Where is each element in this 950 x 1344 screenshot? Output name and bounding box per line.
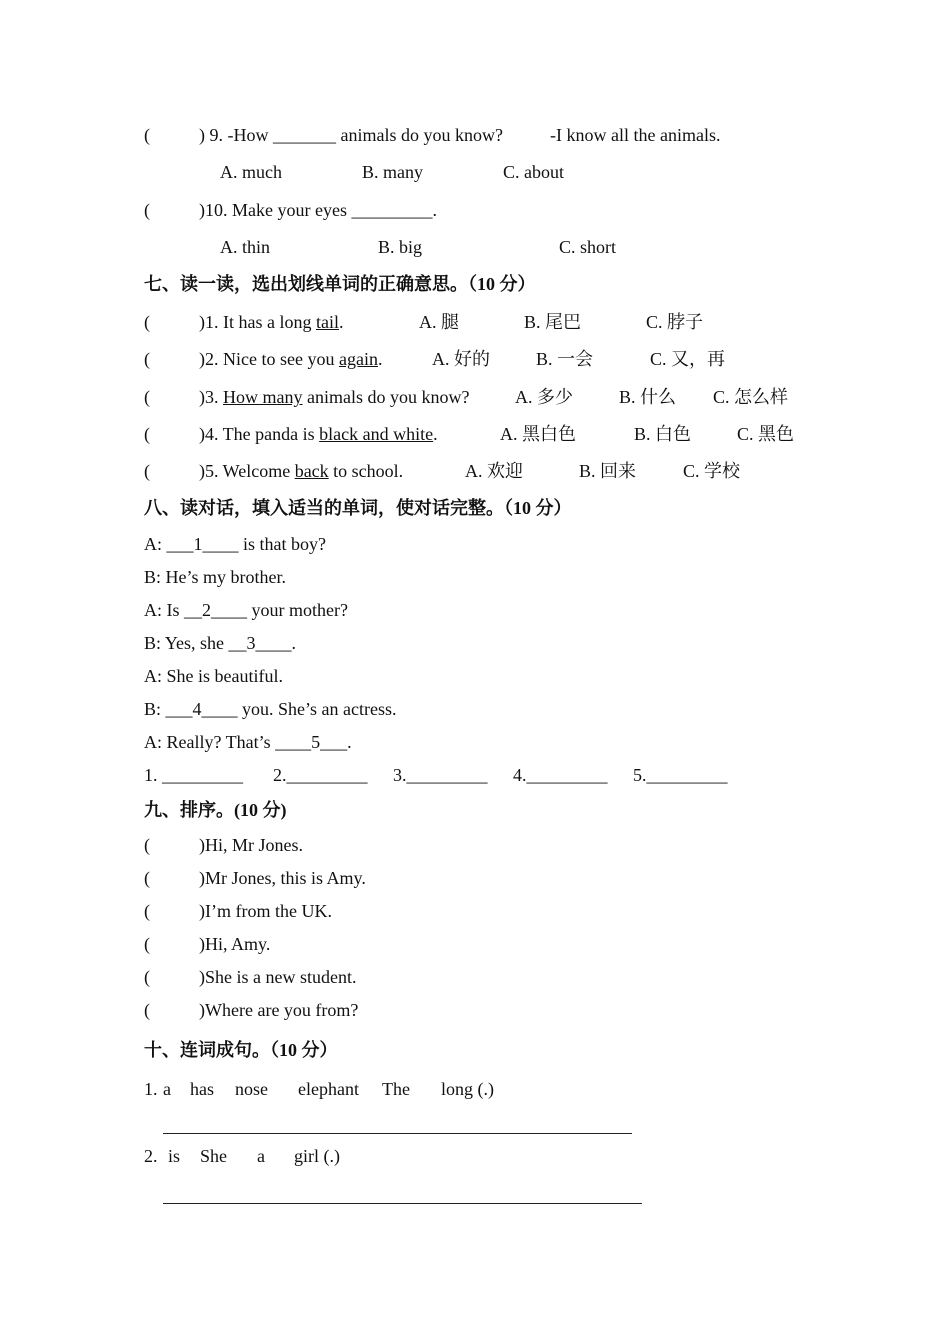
- answer-paren[interactable]: (: [144, 387, 150, 407]
- section-9-title: 九、排序。(10 分): [144, 800, 287, 820]
- option-b: B. 回来: [579, 461, 637, 481]
- sentence: )Mr Jones, this is Amy.: [199, 868, 366, 888]
- answer-blank-2[interactable]: 2._________: [273, 765, 368, 785]
- option-c: C. 怎么样: [713, 387, 789, 407]
- sentence: )Hi, Mr Jones.: [199, 835, 303, 855]
- dialogue-line: B: Yes, she __3____.: [144, 633, 297, 653]
- answer-paren[interactable]: (: [144, 424, 150, 444]
- option-c: C. short: [559, 237, 617, 257]
- question-text: )1. It has a long tail.: [199, 312, 344, 332]
- answer-paren[interactable]: (: [144, 461, 150, 481]
- section-10-title: 十、连词成句。（10 分）: [144, 1040, 338, 1060]
- answer-line[interactable]: [163, 1203, 642, 1204]
- option-a: A. thin: [220, 237, 271, 257]
- scrambled-word: She: [200, 1146, 227, 1166]
- scrambled-word: The: [382, 1079, 410, 1099]
- question-number: 1.: [144, 1079, 158, 1099]
- answer-blank-1[interactable]: 1. _________: [144, 765, 243, 785]
- answer-paren[interactable]: (: [144, 835, 150, 855]
- option-a: A. 欢迎: [465, 461, 523, 481]
- answer-paren[interactable]: (: [144, 934, 150, 954]
- option-b: B. 白色: [634, 424, 692, 444]
- answer-paren[interactable]: (: [144, 200, 150, 220]
- sentence: )Where are you from?: [199, 1000, 359, 1020]
- question-text: )2. Nice to see you again.: [199, 349, 383, 369]
- answer-blank-5[interactable]: 5._________: [633, 765, 728, 785]
- option-c: C. about: [503, 162, 564, 182]
- answer-paren[interactable]: (: [144, 901, 150, 921]
- question-text: )3. How many animals do you know?: [199, 387, 470, 407]
- dialogue-line: A: Is __2____ your mother?: [144, 600, 348, 620]
- option-b: B. 尾巴: [524, 312, 582, 332]
- question-10-text: )10. Make your eyes _________.: [199, 200, 437, 220]
- underlined-word: black and white: [319, 424, 434, 444]
- answer-paren[interactable]: (: [144, 868, 150, 888]
- answer-paren[interactable]: (: [144, 125, 150, 145]
- scrambled-word: has: [190, 1079, 214, 1099]
- answer-blank-4[interactable]: 4._________: [513, 765, 608, 785]
- question-text: )4. The panda is black and white.: [199, 424, 438, 444]
- underlined-word: again: [338, 349, 378, 369]
- option-a: A. 腿: [419, 312, 459, 332]
- section-8-title: 八、读对话，填入适当的单词，使对话完整。（10 分）: [144, 498, 572, 518]
- option-b: B. 什么: [619, 387, 677, 407]
- answer-paren[interactable]: (: [144, 967, 150, 987]
- scrambled-word: is: [168, 1146, 181, 1166]
- option-c: C. 学校: [683, 461, 741, 481]
- answer-paren[interactable]: (: [144, 312, 150, 332]
- scrambled-word: girl (.): [294, 1146, 340, 1166]
- underlined-word: tail: [315, 312, 339, 332]
- underlined-word: back: [294, 461, 329, 481]
- section-7-title: 七、读一读，选出划线单词的正确意思。（10 分）: [144, 274, 536, 294]
- question-9-text: ) 9. -How _______ animals do you know?: [199, 125, 503, 145]
- scrambled-word: nose: [235, 1079, 268, 1099]
- dialogue-line: A: Really? That’s ____5___.: [144, 732, 352, 752]
- underlined-word: How many: [223, 387, 303, 407]
- scrambled-word: a: [163, 1079, 171, 1099]
- question-text: )5. Welcome back to school.: [199, 461, 404, 481]
- scrambled-word: elephant: [298, 1079, 359, 1099]
- answer-line[interactable]: [163, 1133, 632, 1134]
- option-c: C. 又，再: [650, 349, 726, 369]
- question-number: 2.: [144, 1146, 158, 1166]
- answer-paren[interactable]: (: [144, 349, 150, 369]
- answer-paren[interactable]: (: [144, 1000, 150, 1020]
- option-c: C. 脖子: [646, 312, 704, 332]
- sentence: )Hi, Amy.: [199, 934, 271, 954]
- scrambled-word: long (.): [441, 1079, 494, 1099]
- option-a: A. much: [220, 162, 282, 182]
- dialogue-line: A: She is beautiful.: [144, 666, 283, 686]
- dialogue-line: B: ___4____ you. She’s an actress.: [144, 699, 397, 719]
- option-b: B. many: [362, 162, 423, 182]
- answer-blank-3[interactable]: 3._________: [393, 765, 488, 785]
- option-a: A. 好的: [432, 349, 490, 369]
- option-a: A. 多少: [515, 387, 573, 407]
- sentence: )I’m from the UK.: [199, 901, 332, 921]
- option-b: B. 一会: [536, 349, 594, 369]
- option-a: A. 黑白色: [500, 424, 576, 444]
- option-c: C. 黑色: [737, 424, 795, 444]
- dialogue-line: B: He’s my brother.: [144, 567, 286, 587]
- sentence: )She is a new student.: [199, 967, 357, 987]
- dialogue-line: A: ___1____ is that boy?: [144, 534, 326, 554]
- option-b: B. big: [378, 237, 423, 257]
- scrambled-word: a: [257, 1146, 265, 1166]
- question-9-response: -I know all the animals.: [550, 125, 721, 145]
